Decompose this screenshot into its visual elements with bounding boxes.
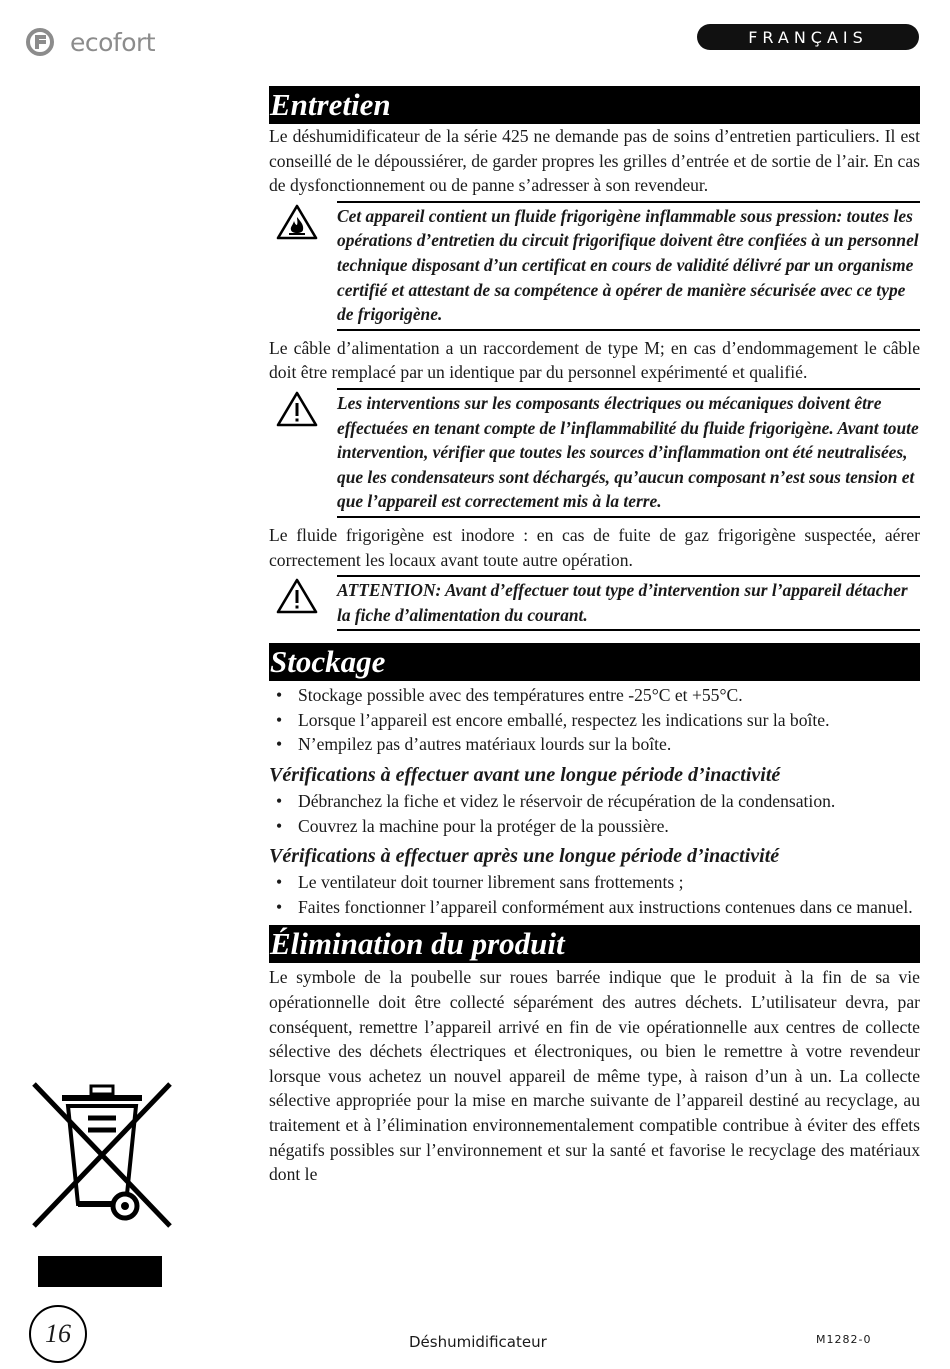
list-item: • Stockage possible avec des températures entre -25°C et +55°C. [269,683,920,708]
warning-block-electrical [269,388,920,518]
warning-block-attention [269,575,920,631]
warning-icon [269,575,337,631]
footer-product-name: Déshumidificateur [409,1333,547,1351]
section-title-entretien: Entretien [269,86,920,124]
language-badge: FRANÇAIS [697,24,919,50]
stockage-list [269,683,920,757]
section-title-elimination: Élimination du produit [269,925,920,963]
subtitle-before-inactivity: Vérifications à effectuer avant une longue période d’inactivité [269,764,781,787]
warning-icon [269,388,337,518]
list-item: • Faites fonctionner l’appareil conformément aux instructions contenues dans ce manuel. [269,895,920,920]
page-content [269,86,920,1187]
entretien-paragraph-2: Le câble d’alimentation a un raccordement de type M; en cas d’endommagement le câble doit être remplacé par un identique par du personnel expérimenté et qualifié. [269,337,920,383]
list-item: • Le ventilateur doit tourner librement sans frottements ; [269,870,920,895]
flammable-warning-icon [269,201,337,331]
entretien-paragraph-3: Le fluide frigorigène est inodore : en cas de fuite de gaz frigorigène suspectée, aérer correctement les locaux avant toute autre opération. [269,524,920,570]
before-inactivity-list [269,789,920,838]
warning-text-flammable: Cet appareil contient un fluide frigorigène inflammable sous pression: toutes les opérations d’entretien du circuit frigorifique doivent être confiées à un personnel technique disposant d’un certificat en cours de validité délivré par un organisme certifié et attestant de sa compétence à opérer de manière sécurisée avec ce type de frigorigène. [337,201,920,331]
list-item: • Débranchez la fiche et videz le réservoir de récupération de la condensation. [269,789,920,814]
brand-name: ecofort [70,27,156,57]
weee-black-bar [38,1256,162,1287]
page-number: 16 [29,1305,87,1363]
crossed-bin-icon [28,1078,176,1243]
warning-text-electrical: Les interventions sur les composants électriques ou mécaniques doivent être effectuées en tenant compte de l’inflammabilité du fluide frigorigène. Avant toute intervention, vérifier que toutes les sources d’inflammation ont été neutralisées, que les condensateurs sont déchargés, qu’aucun composant n’est sous tension et que l’appareil est correctement mis à la terre. [337,388,920,518]
list-item: • Couvrez la machine pour la protéger de la poussière. [269,814,920,839]
warning-block-flammable [269,201,920,331]
subtitle-after-inactivity: Vérifications à effectuer après une longue période d’inactivité [269,845,780,868]
list-item: • Lorsque l’appareil est encore emballé, respectez les indications sur la boîte. [269,708,920,733]
warning-text-attention: ATTENTION: Avant d’effectuer tout type d’intervention sur l’appareil détacher la fiche d’alimentation du courant. [337,575,920,631]
after-inactivity-list [269,870,920,919]
entretien-paragraph-1: Le déshumidificateur de la série 425 ne demande pas de soins d’entretien particuliers. Il est conseillé de le dépoussiérer, de garder propres les grilles d’entrée et de sortie de l’air. En cas de dysfonctionnement ou de panne s’adresser à son revendeur. [269,126,920,196]
elimination-paragraph: Le symbole de la poubelle sur roues barrée indique que le produit à la fin de sa vie opérationnelle doit être collecté séparément des autres déchets. L’utilisateur devra, par conséquent, remettre l’appareil arrivé en fin de vie opérationnelle aux centres de collecte sélective des déchets électriques et électroniques, ou bien le remettre à votre revendeur lorsque vous achetez un nouvel appareil de même type, à raison d’un à un. La collecte sélective appropriée pour la mise en marche suivante de l’appareil destiné au recyclage, au traitement et à l’élimination environnementalement compatible contribue à éviter des effets négatifs possibles sur l’environnement et sur la santé et favorise le recyclage des matériaux dont le [269,967,920,1185]
list-item: • N’empilez pas d’autres matériaux lourds sur la boîte. [269,732,920,757]
section-title-stockage: Stockage [269,643,920,681]
footer-document-code: M1282-0 [816,1333,872,1346]
ecofort-logo-icon [26,28,54,56]
brand-logo [26,26,155,58]
